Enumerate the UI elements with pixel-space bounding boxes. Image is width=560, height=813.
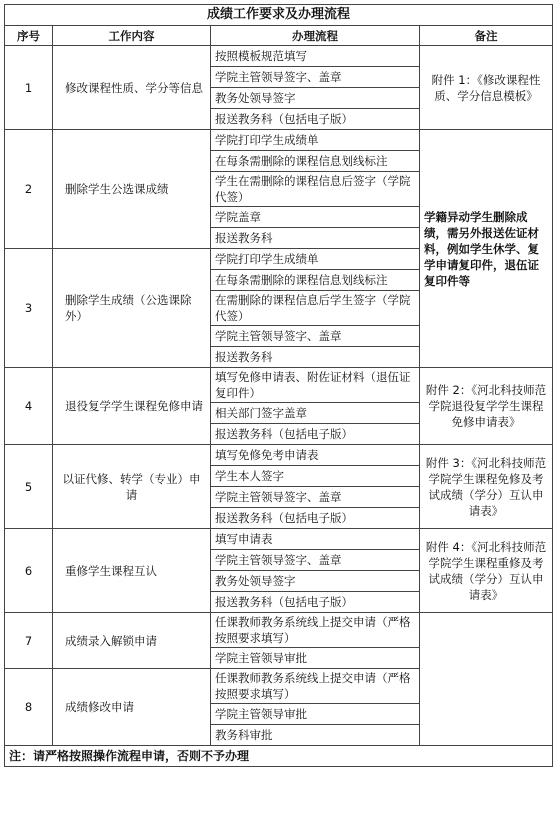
row-step: 学院打印学生成绩单 — [211, 249, 420, 270]
row-step: 相关部门签字盖章 — [211, 403, 420, 424]
row-step: 学生本人签字 — [211, 466, 420, 487]
row-step: 学院主管领导审批 — [211, 648, 420, 669]
row-remark: 附件 1：《修改课程性质、学分信息模板》 — [420, 46, 553, 130]
row-seq: 7 — [5, 613, 53, 669]
footer-note: 注：请严格按照操作流程申请，否则不予办理 — [5, 746, 553, 767]
row-step: 教务科审批 — [211, 725, 420, 746]
process-table — [4, 4, 553, 767]
row-work: 重修学生课程互认 — [53, 529, 211, 613]
header-seq: 序号 — [5, 26, 53, 46]
row-seq: 4 — [5, 368, 53, 445]
row-seq: 5 — [5, 445, 53, 529]
row-work: 删除学生公选课成绩 — [53, 130, 211, 249]
row-remark: 附件 4：《河北科技师范学院学生课程重修及考试成绩（学分）互认申请表》 — [420, 529, 553, 613]
header-remark: 备注 — [420, 26, 553, 46]
page — [4, 4, 556, 804]
row-step: 按照模板规范填写 — [211, 46, 420, 67]
row-step: 报送教务科（包括电子版） — [211, 592, 420, 613]
header-process: 办理流程 — [211, 26, 420, 46]
header-work: 工作内容 — [53, 26, 211, 46]
row-step: 学院盖章 — [211, 207, 420, 228]
row-step: 学生在需删除的课程信息后签字（学院代签） — [211, 172, 420, 207]
row-step: 学院主管领导签字、盖章 — [211, 487, 420, 508]
table-title: 成绩工作要求及办理流程 — [5, 5, 553, 26]
row-step: 报送教务科（包括电子版） — [211, 424, 420, 445]
row-step: 学院主管领导签字、盖章 — [211, 550, 420, 571]
row-step: 在需删除的课程信息后学生签字（学院代签） — [211, 291, 420, 326]
row-step: 填写免修申请表、附佐证材料（退伍证复印件） — [211, 368, 420, 403]
table-row — [5, 46, 553, 67]
row-step: 在每条需删除的课程信息划线标注 — [211, 270, 420, 291]
row-work: 以证代修、转学（专业）申请 — [53, 445, 211, 529]
table-row — [5, 613, 553, 648]
row-work: 成绩录入解锁申请 — [53, 613, 211, 669]
row-step: 教务处领导签字 — [211, 88, 420, 109]
table-row — [5, 445, 553, 466]
row-step: 在每条需删除的课程信息划线标注 — [211, 151, 420, 172]
row-step: 学院打印学生成绩单 — [211, 130, 420, 151]
row-step: 教务处领导签字 — [211, 571, 420, 592]
row-step: 报送教务科 — [211, 347, 420, 368]
row-step: 任课教师教务系统线上提交申请（严格按照要求填写） — [211, 669, 420, 704]
row-work: 退役复学学生课程免修申请 — [53, 368, 211, 445]
row-step: 填写申请表 — [211, 529, 420, 550]
row-seq: 8 — [5, 669, 53, 746]
row-step: 学院主管领导审批 — [211, 704, 420, 725]
row-work: 成绩修改申请 — [53, 669, 211, 746]
row-work: 修改课程性质、学分等信息 — [53, 46, 211, 130]
row-step: 学院主管领导签字、盖章 — [211, 326, 420, 347]
table-row — [5, 130, 553, 151]
row-step: 学院主管领导签字、盖章 — [211, 67, 420, 88]
row-seq: 1 — [5, 46, 53, 130]
row-work: 删除学生成绩（公选课除外） — [53, 249, 211, 368]
row-step: 报送教务科（包括电子版） — [211, 109, 420, 130]
row-step: 填写免修免考申请表 — [211, 445, 420, 466]
row-step: 报送教务科（包括电子版） — [211, 508, 420, 529]
row-remark: 附件 3：《河北科技师范学院学生课程免修及考试成绩（学分）互认申请表》 — [420, 445, 553, 529]
row-remark: 学籍异动学生删除成绩，需另外报送佐证材料，例如学生休学、复学申请复印件，退伍证复印件等 — [420, 130, 553, 368]
row-seq: 6 — [5, 529, 53, 613]
table-row — [5, 529, 553, 550]
row-seq: 2 — [5, 130, 53, 249]
row-remark — [420, 613, 553, 746]
row-seq: 3 — [5, 249, 53, 368]
row-remark: 附件 2：《河北科技师范学院退役复学学生课程免修申请表》 — [420, 368, 553, 445]
row-step: 报送教务科 — [211, 228, 420, 249]
row-step: 任课教师教务系统线上提交申请（严格按照要求填写） — [211, 613, 420, 648]
table-row — [5, 368, 553, 403]
header-row — [5, 26, 553, 46]
